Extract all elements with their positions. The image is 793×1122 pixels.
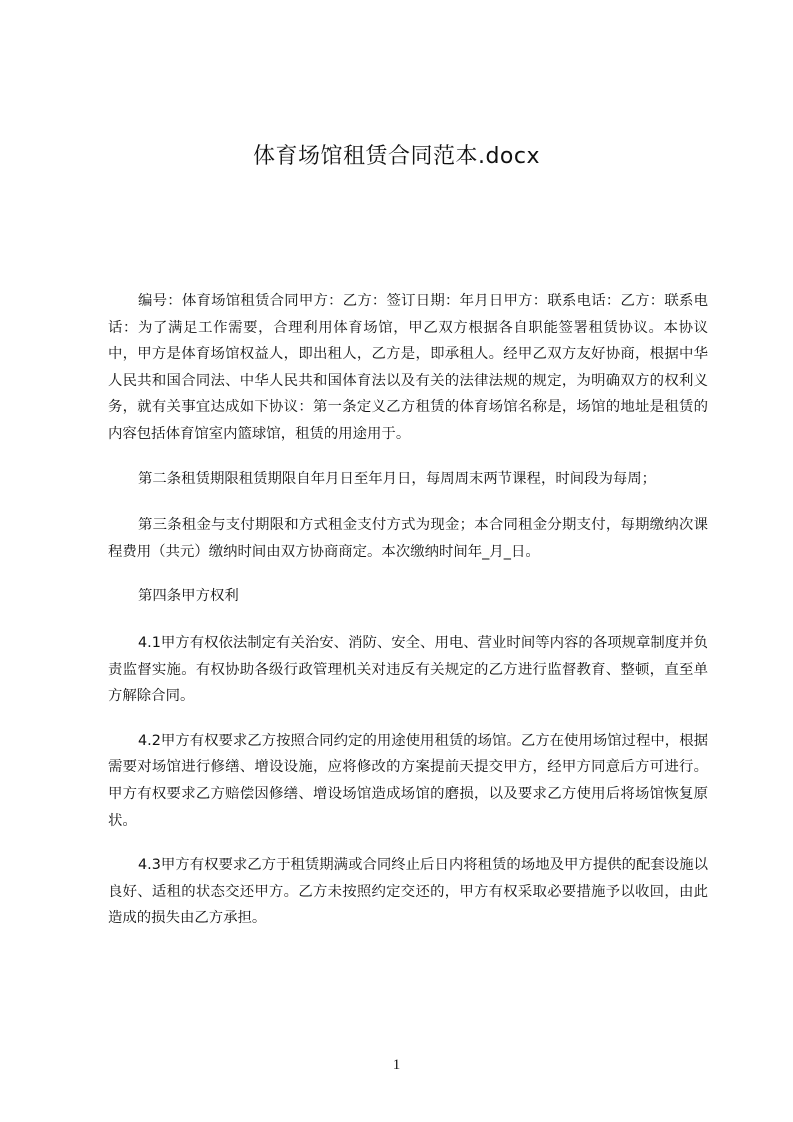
page-number: 1 bbox=[392, 1057, 401, 1073]
document-title: 体育场馆租赁合同范本.docx bbox=[252, 144, 541, 169]
paragraph-preamble: 编号：体育场馆租赁合同甲方：乙方：签订日期：年月日甲方：联系电话：乙方：联系电话：为了满足工作需要，合理利用体育场馆，甲乙双方根据各自职能签署租赁协议。本协议中，甲方是体育场馆权益人，即出租人，乙方是，即承租人。经甲乙双方友好协商，根据中华人民共和国合同法、中华人民共和国体育法以及有关的法律法规的规定，为明确双方的权利义务，就有关事宜达成如下协议：第一条定义乙方租赁的体育场馆名称是，场馆的地址是租赁的内容包括体育馆室内篮球馆，租赁的用途用于。 bbox=[108, 293, 708, 442]
paragraph-clause-4-2: 4.2甲方有权要求乙方按照合同约定的用途使用租赁的场馆。乙方在使用场馆过程中，根据需要对场馆进行修缮、增设设施，应将修改的方案提前天提交甲方，经甲方同意后方可进行。甲方有权要求乙方赔偿因修缮、增设场馆造成场馆的磨损，以及要求乙方使用后将场馆恢复原状。 bbox=[108, 732, 708, 829]
paragraph-article-3: 第三条租金与支付期限和方式租金支付方式为现金；本合同租金分期支付，每期缴纳次课程费用（共元）缴纳时间由双方协商商定。本次缴纳时间年_月_日。 bbox=[108, 517, 708, 560]
document-body bbox=[108, 288, 708, 950]
paragraph-clause-4-1: 4.1甲方有权依法制定有关治安、消防、安全、用电、营业时间等内容的各项规章制度并负责监督实施。有权协助各级行政管理机关对违反有关规定的乙方进行监督教育、整顿，直至单方解除合同。 bbox=[108, 634, 708, 705]
paragraph-article-4-heading: 第四条甲方权利 bbox=[138, 588, 239, 605]
paragraph-clause-4-3: 4.3甲方有权要求乙方于租赁期满或合同终止后日内将租赁的场地及甲方提供的配套设施以良好、适租的状态交还甲方。乙方未按照约定交还的，甲方有权采取必要措施予以收回，由此造成的损失由乙方承担。 bbox=[108, 857, 708, 927]
paragraph-article-2: 第二条租赁期限租赁期限自年月日至年月日，每周周末两节课程，时间段为每周； bbox=[138, 470, 657, 487]
